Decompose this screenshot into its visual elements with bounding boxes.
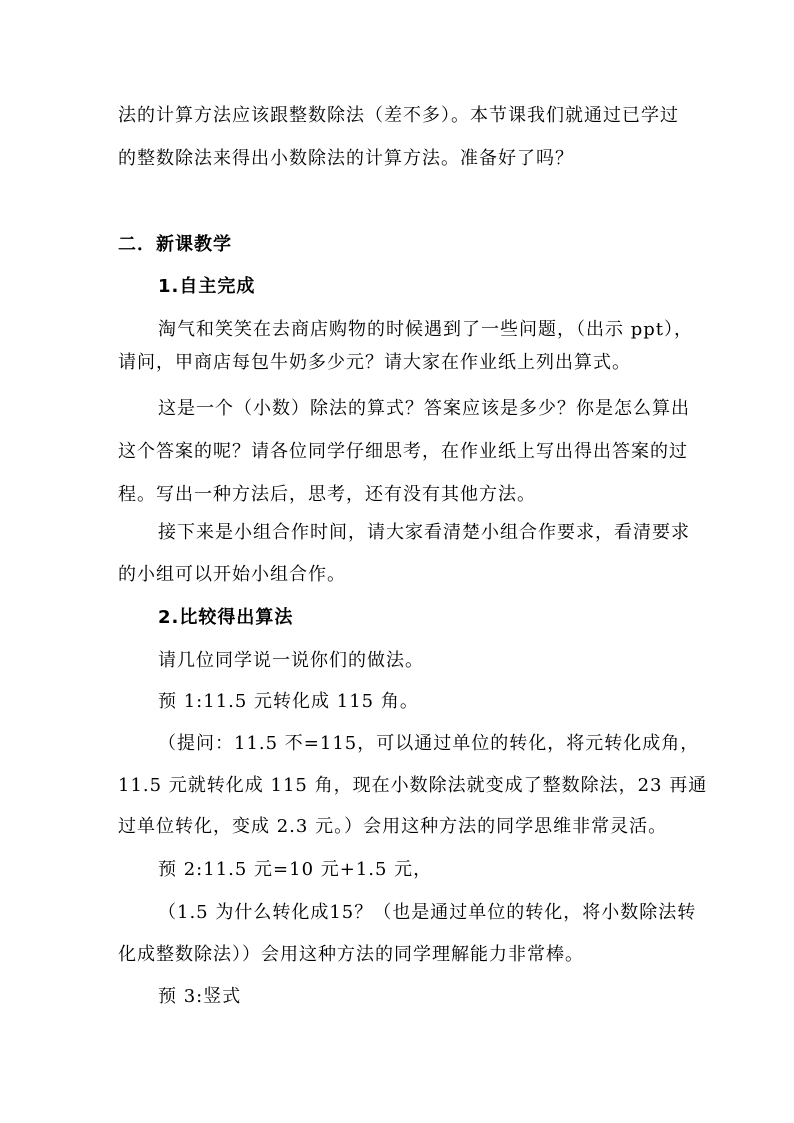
question-1-line-1: （提问：11.5 不=115，可以通过单位的转化，将元转化成角， <box>158 733 700 754</box>
question-2-line-2: 化成整数除法））会用这种方法的同学理解能力非常棒。 <box>118 944 584 965</box>
question-1-line-3: 过单位转化，变成 2.3 元。）会用这种方法的同学思维非常灵活。 <box>118 816 668 837</box>
paragraph-1-line-2: 请问，甲商店每包牛奶多少元？请大家在作业纸上列出算式。 <box>118 352 631 373</box>
paragraph-2-line-2: 这个答案的呢？请各位同学仔细思考，在作业纸上写出得出答案的过 <box>118 441 688 462</box>
subsection-1-heading: 1.自主完成 <box>158 276 256 297</box>
section-heading: 二．新课教学 <box>118 234 232 255</box>
prediction-3: 预 3:竖式 <box>158 986 242 1007</box>
prediction-2: 预 2:11.5 元=10 元+1.5 元， <box>158 859 433 880</box>
question-2-line-1: （1.5 为什么转化成15？（也是通过单位的转化，将小数除法转 <box>158 902 697 923</box>
question-1-line-2: 11.5 元就转化成 115 角，现在小数除法就变成了整数除法，23 再通 <box>118 775 708 796</box>
intro-line-1: 法的计算方法应该跟整数除法（差不多）。本节课我们就通过已学过 <box>118 105 679 126</box>
paragraph-3-line-2: 的小组可以开始小组合作。 <box>118 564 346 585</box>
paragraph-2-line-3: 程。写出一种方法后，思考，还有没有其他方法。 <box>118 484 536 505</box>
paragraph-3-line-1: 接下来是小组合作时间，请大家看清楚小组合作要求，看清要求 <box>158 522 690 543</box>
paragraph-4: 请几位同学说一说你们的做法。 <box>158 650 424 671</box>
paragraph-2-line-1: 这是一个（小数）除法的算式？答案应该是多少？你是怎么算出 <box>158 398 690 419</box>
prediction-1: 预 1:11.5 元转化成 115 角。 <box>158 691 419 712</box>
paragraph-1-line-1: 淘气和笑笑在去商店购物的时候遇到了一些问题，（出示 ppt）， <box>158 319 693 340</box>
subsection-2-heading: 2.比较得出算法 <box>158 607 294 628</box>
intro-line-2: 的整数除法来得出小数除法的计算方法。准备好了吗？ <box>118 148 574 169</box>
